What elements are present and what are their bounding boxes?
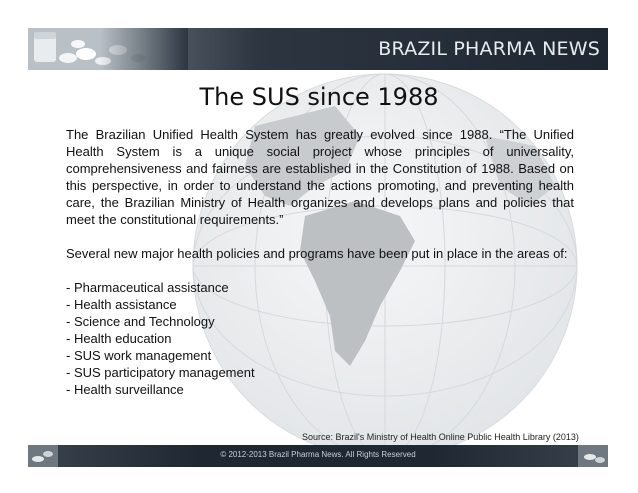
- source-citation: Source: Brazil's Ministry of Health Online Public Health Library (2013): [302, 432, 579, 442]
- list-item: - SUS participatory management: [66, 365, 255, 380]
- pills-image: [578, 445, 608, 467]
- list-item: - Health surveillance: [66, 382, 184, 397]
- intro-paragraph: The Brazilian Unified Health System has greatly evolved since 1988. “The Unified Health System is a unique social project whose principles of universality, comprehensiveness and fairness are established in the Constitution of 1988. Based on this perspective, in order to understand the actions promoting, and preventing health care, the Brazilian Ministry of Health organizes and develops plans and policies that meet the constitutional requirements.”: [66, 127, 574, 227]
- policy-list: [66, 279, 574, 398]
- header-banner: [28, 28, 608, 70]
- list-item: - Health education: [66, 331, 172, 346]
- footer-banner: [28, 445, 608, 467]
- policies-paragraph: Several new major health policies and programs have been put in place in the areas of:: [66, 246, 568, 261]
- body-text: [66, 126, 574, 398]
- copyright-text: © 2012-2013 Brazil Pharma News. All Rights Reserved: [220, 450, 416, 459]
- slide-title: The SUS since 1988: [199, 83, 439, 111]
- list-item: - Pharmaceutical assistance: [66, 280, 229, 295]
- brand-title: BRAZIL PHARMA NEWS: [378, 38, 600, 60]
- pills-image: [28, 28, 188, 70]
- list-item: - Science and Technology: [66, 314, 215, 329]
- list-item: - Health assistance: [66, 297, 177, 312]
- list-item: - SUS work management: [66, 348, 212, 363]
